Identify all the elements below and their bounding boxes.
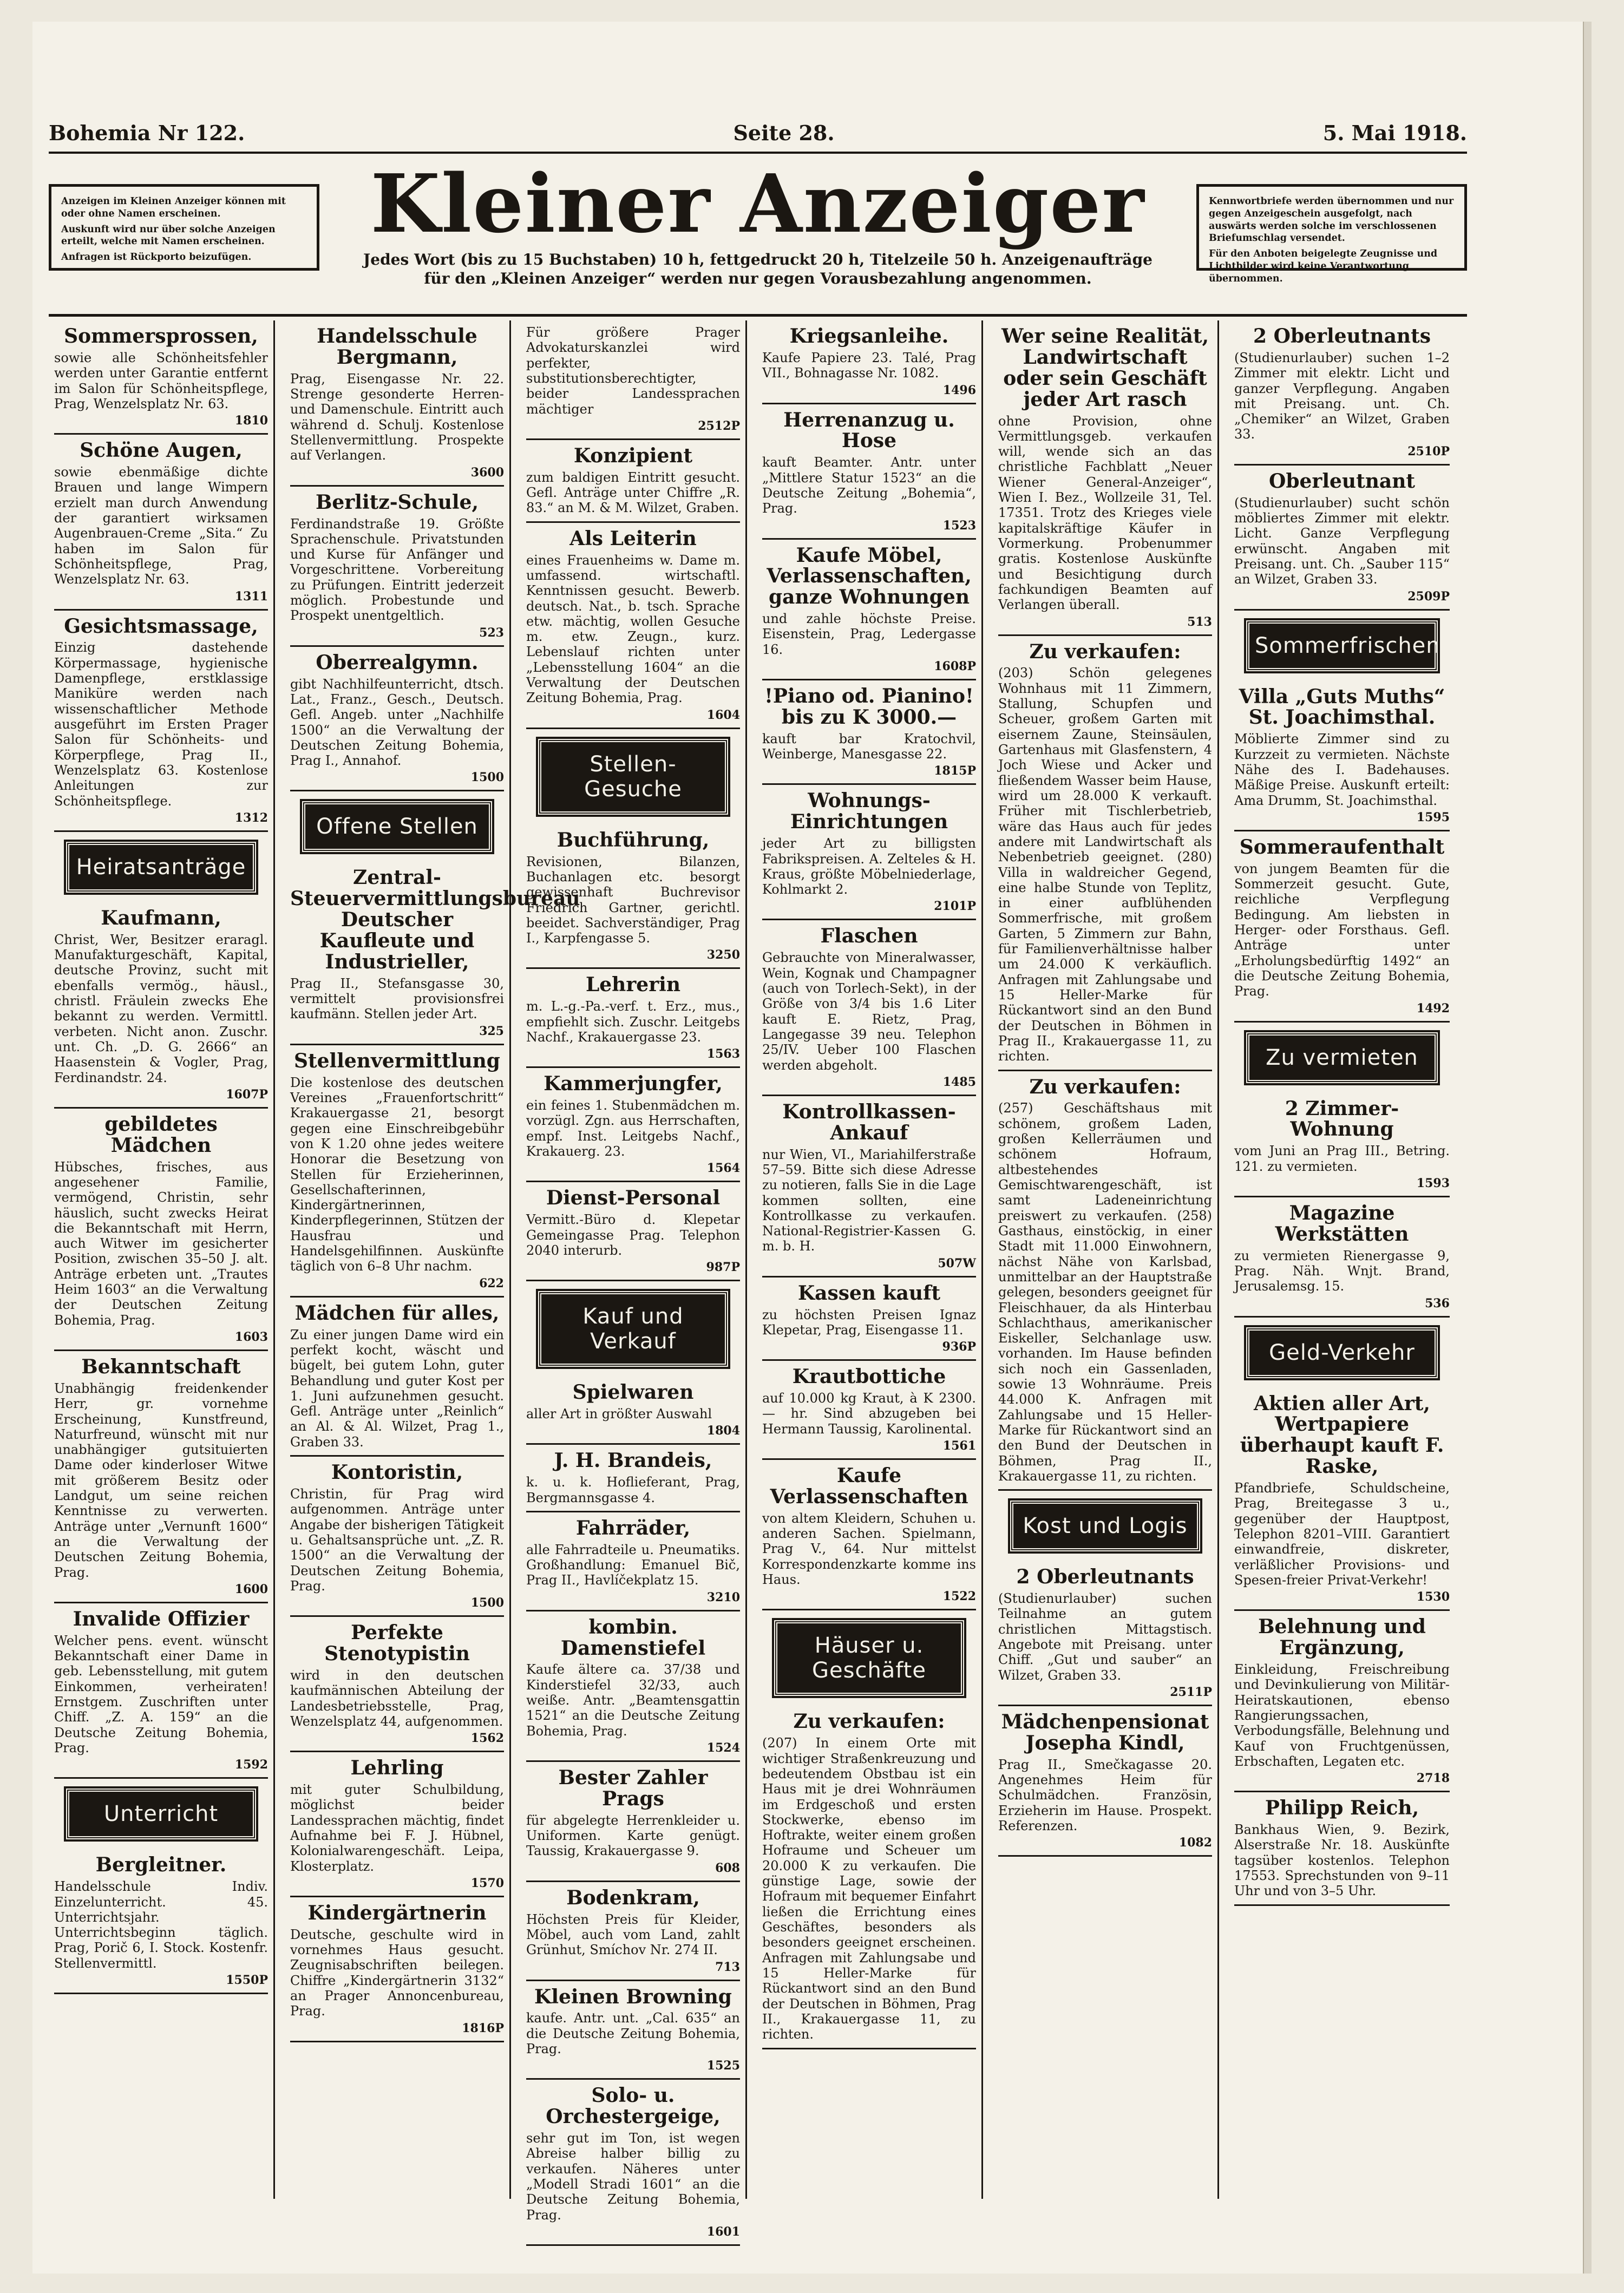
classified-ad	[526, 1981, 740, 2080]
section-banner: Sommerfrischen	[1246, 620, 1438, 671]
ad-body: Kaufe ältere ca. 37/38 und Kinderstiefel 32/33, auch weiße. Antr. „Beamtensgattin 1521“ an die Deutsche Zeitung Bohemia, Prag.	[526, 1662, 740, 1739]
classified-ad	[998, 1561, 1212, 1706]
ad-heading: Krautbottiche	[792, 1365, 946, 1388]
issue-label: Bohemia Nr 122.	[49, 120, 245, 145]
ad-body: Pfandbriefe, Schuldscheine, Prag, Breitegasse 3 u., gegenüber der Hauptpost, Telephon 8201–VIII. Garantiert einwandfreie, diskreter, verläßlicher Provisions- und Spesen-freier Privat-Verkehr!	[1234, 1480, 1450, 1588]
classified-ad	[526, 1445, 740, 1512]
classified-ad	[762, 404, 976, 540]
ad-body: kaufe. Antr. unt. „Cal. 635“ an die Deutsche Zeitung Bohemia, Prag.	[526, 2010, 740, 2056]
classified-ad	[526, 440, 740, 523]
ad-heading: Kaufe Möbel, Verlassenschaften, ganze Wohnungen	[767, 543, 972, 609]
ad-heading: gebildetes Mädchen	[104, 1112, 218, 1157]
ad-code: 622	[479, 1276, 504, 1290]
ad-body: sehr gut im Ton, ist wegen Abreise halber billig zu verkaufen. Näheres unter „Modell Stradi 1601“ an die Deutsche Zeitung Bohemia, Prag.	[526, 2131, 740, 2223]
ad-body: Ferdinandstraße 19. Größte Sprachenschule. Privatstunden und Kurse für Anfänger und Vorgeschrittene. Vorbereitung zu Prüfungen. Eintritt jederzeit möglich. Probestunde und Prospekt unentgeltlich.	[290, 516, 504, 624]
classified-ad	[762, 785, 976, 920]
classified-ad	[1234, 831, 1450, 1023]
classified-ad	[290, 1617, 504, 1752]
ad-body: Vermitt.-Büro d. Klepetar Gemeingasse Prag. Telephon 2040 interurb.	[526, 1212, 740, 1258]
ad-code: 536	[1425, 1296, 1450, 1311]
ad-body: für abgelegte Herrenkleider u. Uniformen. Karte genügt. Taussig, Krakauergasse 9.	[526, 1812, 740, 1859]
ad-heading: Sommeraufenthalt	[1239, 835, 1445, 859]
ad-heading: Lehrerin	[585, 973, 681, 997]
ad-body: (Studienurlauber) suchen 1–2 Zimmer mit elektr. Licht und ganzer Verpflegung. Angaben mit Preisang. unt. Ch. „Chemiker“ an Wilzet, Graben 33.	[1234, 350, 1450, 442]
ad-heading: Konzipient	[573, 444, 693, 467]
ad-code: 2509P	[1407, 589, 1450, 604]
ad-code: 1600	[234, 1582, 268, 1596]
classified-ad	[290, 487, 504, 647]
classified-ad	[290, 1897, 504, 2042]
ad-body: Unabhängig freidenkender Herr, gr. vornehme Erscheinung, Kunstfreund, Naturfreund, wünscht mit nur unabhängiger gutsituierten Dame oder kinderloser Witwe mit größerem Besitz oder Landgut, um seine reichen Kenntnisse zu verwerten. Anträge unter „Vernunft 1600“ an die Verwaltung der Deutschen Zeitung Bohemia, Prag.	[54, 1380, 268, 1580]
ad-body: Einkleidung, Freischreibung und Devinkulierung von Militär-Heiratskautionen, ebenso Rangierungssachen, Verbodungsfälle, Belehnung und Kauf von Fruchtgenüssen, Erbschaften, Legaten etc.	[1234, 1662, 1450, 1769]
section-banner: Kauf und Verkauf	[538, 1291, 728, 1367]
column-4	[757, 320, 983, 2199]
ad-body: aller Art in größter Auswahl	[526, 1406, 712, 1422]
classified-ad	[762, 1277, 976, 1361]
ad-body: Prag II., Smečkagasse 20. Angenehmes Heim für Schulmädchen. Französin, Erzieherin im Hause. Prospekt. Referenzen.	[998, 1757, 1212, 1833]
masthead	[49, 156, 1467, 304]
classified-ad	[1234, 1093, 1450, 1197]
ad-body: Die kostenlose des deutschen Vereines „Frauenfortschritt“ Krakauergasse 21, besorgt gegen eine Einschreibgebühr von K 1.20 ohne jedes weitere Honorar die Besetzung von Stellen für Erzieherinnen, Gesellschafterinnen, Kindergärtnerinnen, Kinderpflegerinnen, Stützen der Hausfrau und Handelsgehilfinnen. Auskünfte täglich von 6–8 Uhr nachm.	[290, 1075, 504, 1274]
ad-code: 2511P	[1170, 1685, 1212, 1699]
ad-body: Christin, für Prag wird aufgenommen. Anträge unter Angabe der bisherigen Tätigkeit u. Gehaltsansprüche unt. „Z. R. 1500“ an die Verwaltung der Deutschen Zeitung Bohemia, Prag.	[290, 1486, 504, 1594]
ad-body: nur Wien, VI., Mariahilferstraße 57–59. Bitte sich diese Adresse zu notieren, falls Sie in die Lage kommen sollten, eine Kontrollkasse zu verkaufen. National-Registrier-Kassen G. m. b. H.	[762, 1147, 976, 1254]
section-banner: Offene Stellen	[302, 801, 492, 852]
page-edge	[1583, 22, 1592, 2274]
ad-heading: Schöne Augen,	[80, 439, 243, 462]
classified-ad	[526, 523, 740, 729]
ad-heading: Aktien aller Art, Wertpapiere überhaupt kauft F. Raske,	[1240, 1392, 1444, 1478]
column-5	[993, 320, 1219, 2199]
classified-ad	[526, 1882, 740, 1981]
ad-heading: Bodenkram,	[566, 1886, 700, 1909]
classified-ad	[290, 1457, 504, 1617]
classified-ad	[762, 1706, 976, 2049]
ad-heading: Wohnungs-Einrichtungen	[790, 789, 948, 834]
classified-ad	[526, 824, 740, 969]
ad-code: 1492	[1416, 1001, 1450, 1016]
ad-code: 507W	[938, 1256, 976, 1270]
ad-heading: Kriegsanleihe.	[789, 325, 949, 348]
ad-code: 1082	[1178, 1836, 1212, 1850]
ad-code: 1523	[942, 518, 976, 533]
ad-heading: Stellenvermittlung	[294, 1049, 500, 1072]
classified-ad	[1234, 466, 1450, 611]
classified-ad	[54, 435, 268, 610]
section-banner: Stellen-Gesuche	[538, 739, 728, 815]
classified-ad	[1234, 681, 1450, 831]
ad-body: vom Juni an Prag III., Betring. 121. zu vermieten.	[1234, 1143, 1450, 1174]
ad-body: zum baldigen Eintritt gesucht. Gefl. Anträge unter Chiffre „R. 83.“ an M. & M. Wilzet, Graben.	[526, 469, 740, 516]
masthead-title: Kleiner Anzeiger	[370, 156, 1145, 251]
ad-body: und zahle höchste Preise. Eisenstein, Prag, Ledergasse 16.	[762, 611, 976, 657]
ad-code: 523	[479, 625, 504, 640]
ad-heading: J. H. Brandeis,	[554, 1449, 712, 1472]
ad-code: 1604	[706, 707, 740, 722]
ad-body: eines Frauenheims w. Dame m. umfassend. wirtschaftl. Kenntnissen gesucht. Bewerb. deutsch. Nat., b. tsch. Sprache etw. mächtig, wollen Gesuche m. etw. Zeugn., kurz. Lebenslauf richten unter „Lebensstellung 1604“ an die Verwaltung der Deutschen Zeitung Bohemia, Prag.	[526, 552, 740, 706]
ad-code: 1563	[706, 1047, 740, 1062]
classified-ad	[54, 1109, 268, 1351]
ad-code: 3600	[470, 465, 504, 480]
classified-ad	[290, 320, 504, 487]
ad-heading: kombin. Damenstiefel	[560, 1615, 706, 1660]
ad-heading: Handelsschule Bergmann,	[317, 325, 477, 369]
ad-body: zu höchsten Preisen Ignaz Klepetar, Prag, Eisengasse 11.	[762, 1307, 976, 1338]
classified-ad	[1234, 320, 1450, 466]
ad-heading: Bekanntschaft	[81, 1355, 241, 1378]
ad-code: 513	[1187, 614, 1212, 629]
classified-ad	[54, 320, 268, 435]
ad-heading: Wer seine Realität, Landwirtschaft oder sein Geschäft jeder Art rasch	[1001, 325, 1209, 411]
ad-code: 1496	[942, 383, 976, 397]
ad-body: (Studienurlauber) suchen Teilnahme an gutem christlichen Mittagstisch. Angebote mit Preisang. unter Chiff. „Gut und sauber“ an Wilzet, Graben 33.	[998, 1591, 1212, 1683]
ad-code: 987P	[706, 1260, 740, 1275]
classified-ad	[54, 902, 268, 1109]
ad-heading: Mädchenpensionat Josepha Kindl,	[1001, 1711, 1209, 1754]
ad-body: Gebrauchte von Mineralwasser, Wein, Kognak und Champagner (auch von Torlech-Sekt), in der Größe von 3/4 bis 1.6 Liter kauft E. Rietz, Prag, Langegasse 39 neu. Telephon 25/IV. Ueber 100 Flaschen werden abgeholt.	[762, 950, 976, 1073]
classified-ad	[1234, 1611, 1450, 1792]
ad-heading: Magazine Werkstätten	[1275, 1201, 1409, 1246]
classified-ad	[1234, 1388, 1450, 1611]
ad-body: alle Fahrradteile u. Pneumatiks. Großhandlung: Emanuel Bič, Prag II., Havlíčekplatz 15.	[526, 1542, 740, 1588]
ad-heading: Kontrollkassen-Ankauf	[782, 1100, 956, 1144]
ad-heading: Zu verkaufen:	[793, 1710, 945, 1733]
ad-heading: Spielwaren	[572, 1381, 694, 1404]
ad-heading: Villa „Guts Muths“ St. Joachimsthal.	[1239, 685, 1445, 729]
classified-ad	[762, 1096, 976, 1277]
classified-ad	[526, 1377, 740, 1445]
ad-heading: Bester Zahler Prags	[558, 1766, 708, 1810]
ad-code: 1522	[942, 1589, 976, 1604]
ad-body: gibt Nachhilfeunterricht, dtsch. Lat., Franz., Gesch., Deutsch. Gefl. Angeb. unter „Nachhilfe 1500“ an die Verwaltung der Deutschen Zeitung Bohemia, Prag I., Annahof.	[290, 676, 504, 769]
ad-body: auf 10.000 kg Kraut, à K 2300.— hr. Sind abzugeben bei Hermann Taussig, Karolinental.	[762, 1391, 976, 1437]
ad-code: 2510P	[1407, 444, 1450, 458]
ad-heading: Solo- u. Orchestergeige,	[546, 2084, 721, 2128]
ad-code: 1608P	[934, 659, 976, 674]
section-banner: Zu vermieten	[1246, 1032, 1438, 1083]
ad-body: Bankhaus Wien, 9. Bezirk, Alserstraße Nr. 18. Auskünfte tagsüber kostenlos. Telephon 17553. Sprechstunden von 9–11 Uhr und von 3–5 Uhr.	[1234, 1822, 1450, 1899]
ad-code: 1500	[470, 770, 504, 785]
newspaper-page	[32, 22, 1592, 2274]
classified-ad	[762, 540, 976, 681]
ad-heading: Fahrräder,	[575, 1516, 691, 1539]
ad-body: (Studienurlauber) sucht schön möbliertes Zimmer mit elektr. Licht. Ganze Verpflegung erwünscht. Angaben mit Preisang. unt. Ch. „Sauber 115“ an Wilzet, Graben 33.	[1234, 495, 1450, 587]
ad-code: 2101P	[934, 899, 976, 914]
ad-code: 1561	[942, 1439, 976, 1453]
ad-heading: Bergleitner.	[95, 1853, 227, 1877]
classified-ad	[290, 1298, 504, 1457]
ad-code: 713	[715, 1960, 740, 1974]
ad-heading: Kaufe Verlassenschaften	[770, 1464, 968, 1508]
ad-body: ohne Provision, ohne Vermittlungsgeb. verkaufen will, wende sich an das christliche Fachblatt „Neuer Wiener General-Anzeiger“, Wien I. Bez., Wollzeile 31, Tel. 17351. Trotz des Krieges viele kapitalskräftige Käufer in Vormerkung. Probenummer gratis. Kostenlose Auskünfte und Besichtigung durch fachkundigen Beamten auf Verlangen überall.	[998, 413, 1212, 613]
ad-heading: Oberrealgymn.	[316, 651, 479, 674]
ad-code: 2512P	[698, 418, 740, 433]
ad-code: 1500	[470, 1596, 504, 1610]
ad-body: Hübsches, frisches, aus angesehener Familie, vermögend, Christin, sehr häuslich, sucht zwecks Heirat die Bekanntschaft mit Herrn, auch Witwer im gesicherter Position, zwischen 35–50 J. alt. Anträge erbeten unt. „Trautes Heim 1603“ an die Verwaltung der Deutschen Zeitung Bohemia, Prag.	[54, 1159, 268, 1328]
ad-code: 1525	[706, 2059, 740, 2073]
ad-code: 1562	[470, 1731, 504, 1746]
ad-heading: Zentral-Steuervermittlungsbureau Deutscher Kaufleute und Industrieller,	[290, 866, 580, 973]
ad-body: Deutsche, geschulte wird in vornehmes Haus gesucht. Zeugnisabschriften beilegen. Chiffre „Kindergärtnerin 3132“ an Prager Annoncenbureau, Prag.	[290, 1927, 504, 2019]
ad-body: von jungem Beamten für die Sommerzeit gesucht. Gute, reichliche Verpflegung Bedingung. Am liebsten in Herger- oder Forsthaus. Gefl. Anträge unter „Erholungsbedürftig 1492“ an die Deutsche Zeitung Bohemia, Prag.	[1234, 861, 1450, 999]
section-banner: Geld-Verkehr	[1246, 1327, 1438, 1378]
classified-ad	[290, 1045, 504, 1298]
classified-ad	[290, 1752, 504, 1897]
ad-body: jeder Art zu billigsten Fabrikspreisen. A. Zelteles & H. Kraus, größte Möbelniederlage, Kohlmarkt 2.	[762, 836, 976, 897]
classified-ad	[290, 647, 504, 792]
ad-code: 1570	[470, 1876, 504, 1890]
classified-ad	[526, 1512, 740, 1611]
ad-body: Möblierte Zimmer sind zu Kurzzeit zu vermieten. Nächste Nähe des I. Badehauses. Mäßige Preise. Auskunft erteilt: Ama Drumm, St. Joachimsthal.	[1234, 731, 1450, 808]
column-2	[285, 320, 580, 2199]
classified-ad	[998, 1071, 1212, 1491]
ad-body: sowie ebenmäßige dichte Brauen und lange Wimpern erzielt man durch Anwendung der garantiert wirksamen Augenbrauen-Creme „Sita.“ Zu haben im Salon für Schönheitspflege, Prag, Wenzelsplatz Nr. 63.	[54, 464, 268, 587]
ad-heading: 2 Zimmer-Wohnung	[1285, 1097, 1399, 1141]
ad-body: Christ, Wer, Besitzer eraragl. Manufakturgeschäft, Kapital, deutsche Provinz, sucht mit ebenfalls vermög., häusl., christl. Fräulein zwecks Ehe bekannt zu werden. Vermittl. verbeten. Nicht anon. Zuschr. unt. Ch. „D. G. 2666“ an Haasenstein & Vogler, Prag, Ferdinandstr. 24.	[54, 932, 268, 1085]
ad-body: sowie alle Schönheitsfehler werden unter Garantie entfernt im Salon für Schönheitspflege, Prag, Wenzelsplatz Nr. 63.	[54, 350, 268, 411]
ad-code: 1550P	[226, 1973, 268, 1988]
ad-code: 1603	[234, 1330, 268, 1344]
ad-heading: !Piano od. Pianino! bis zu K 3000.—	[764, 685, 974, 729]
ad-code: 1312	[234, 810, 268, 825]
ad-heading: Kassen kauft	[797, 1281, 941, 1305]
ad-body: (257) Geschäftshaus mit schönem, großem Laden, großen Kellerräumen und schönem Hofraum, altbestehendes Gemischtwarengeschäft, ist samt Ladeneinrichtung preiswert zu verkaufen. (258) Gasthaus, einstöckig, in einer Stadt mit 11.000 Einwohnern, nächst Nähe von Karlsbad, unmittelbar an der Hauptstraße gelegen, besonders geeignet für Fleischhauer, da als Hinterbau Schlachthaus, amerikanischer Eiskeller, Selchanlage usw. vorhanden. Im Hause befinden sich noch ein Gassenladen, sowie 13 Wohnräume. Preis 44.000 K. Anfragen mit Zahlungsabe und 15 Heller-Marke für Rückantwort sind an den Bund der Deutschen in Böhmen, Prag II., Krakauergasse 11, zu richten.	[998, 1100, 1212, 1484]
ad-heading: Mädchen für alles,	[294, 1301, 500, 1325]
section-banner: Unterricht	[66, 1788, 256, 1839]
ad-heading: Kammerjungfer,	[543, 1072, 723, 1096]
ad-code: 1601	[706, 2224, 740, 2239]
ad-body: Welcher pens. event. wünscht Bekanntschaft einer Dame in geb. Lebensstellung, mit gutem Einkommen, verheiraten! Ernstgem. Zuschriften unter Chiff. „Z. A. 159“ an die Deutsche Zeitung Bohemia, Prag.	[54, 1633, 268, 1755]
classified-ad	[526, 1762, 740, 1882]
classified-ad	[762, 920, 976, 1096]
ad-code: 936P	[942, 1340, 976, 1354]
ad-heading: Flaschen	[820, 925, 918, 948]
page-header	[49, 114, 1467, 154]
ad-body: Für größere Prager Advokaturskanzlei wird perfekter, substitutionsberechtigter, beider Landessprachen mächtiger	[526, 325, 740, 417]
ad-heading: Philipp Reich,	[1265, 1797, 1419, 1820]
classified-ad	[762, 680, 976, 785]
ad-code: 1804	[706, 1424, 740, 1438]
classified-ad	[54, 1849, 268, 1994]
classified-ad	[54, 1351, 268, 1603]
ad-body: ein feines 1. Stubenmädchen m. vorzügl. Zgn. aus Herrschaften, empf. Inst. Leitgebs Nachf., Krakauerg. 23.	[526, 1098, 740, 1159]
column-1	[49, 320, 275, 2199]
ad-body: (207) In einem Orte mit wichtiger Straßenkreuzung und bedeutendem Obstbau ist ein Haus mit je drei Wohnräumen im Erdgeschoß und ersten Stockwerke, ebenso im Hoftrakte, weiter einem großen Hofraume und Scheuer um 20.000 K zu verkaufen. Die günstige Lage, sowie der Hofraum mit bequemer Einfahrt ließen die Errichtung eines Geschäftes, besonders als besonders geeignet erscheinen. Anfragen mit Zahlungsabe und 15 Heller-Marke für Rückantwort sind an den Bund der Deutschen in Böhmen, Prag II., Krakauergasse 11, zu richten.	[762, 1735, 976, 2042]
ad-heading: 2 Oberleutnants	[1253, 325, 1431, 348]
ad-heading: Belehnung und Ergänzung,	[1258, 1615, 1426, 1660]
ad-body: von altem Kleidern, Schuhen u. anderen Sachen. Spielmann, Prag V., 64. Nur mittelst Korrespondenzkarte komme ins Haus.	[762, 1510, 976, 1588]
classified-ad	[1234, 1792, 1450, 1905]
ad-body: zu vermieten Rienergasse 9, Prag. Näh. Wnjt. Brand, Jerusalemsg. 15.	[1234, 1248, 1450, 1294]
ad-body: Einzig dastehende Körpermassage, hygienische Damenpflege, erstklassige Maniküre werden nach wissenschaftlicher Methode ausgeführt im Ersten Prager Salon für Schönheits- und Körperpflege, Prag II., Wenzelsplatz 63. Kostenlose Anleitungen zur Schönheitspflege.	[54, 640, 268, 809]
ad-body: Prag II., Stefansgasse 30, vermittelt provisionsfrei kaufmänn. Stellen jeder Art.	[290, 975, 504, 1022]
ad-heading: Lehrling	[350, 1757, 444, 1780]
ad-code: 1592	[234, 1758, 268, 1772]
ad-body: Revisionen, Bilanzen, Buchanlagen etc. besorgt gewissenhaft Buchrevisor Friedrich Gartner, gerichtl. beeidet. Sachverständiger, Prag I., Karpfengasse 5.	[526, 854, 740, 946]
classified-ad	[526, 1068, 740, 1182]
ad-heading: Kontoristin,	[331, 1461, 463, 1484]
ad-heading: Dienst-Personal	[546, 1187, 721, 1210]
ad-body: Höchsten Preis für Kleider, Möbel, auch vom Land, zahlt Grünhut, Smíchov Nr. 274 II.	[526, 1911, 740, 1958]
ad-code: 3250	[706, 948, 740, 962]
ad-code: 1595	[1416, 810, 1450, 824]
ad-heading: Invalide Offizier	[73, 1607, 250, 1630]
classified-ad	[526, 2080, 740, 2246]
ad-heading: Perfekte Stenotypistin	[324, 1621, 470, 1665]
classified-ad	[526, 969, 740, 1068]
ad-code: 2718	[1416, 1771, 1450, 1786]
ad-code: 1607P	[226, 1087, 268, 1102]
masthead-subtitle: Jedes Wort (bis zu 15 Buchstaben) 10 h, fettgedruckt 20 h, Titelzeile 50 h. Anzeigenaufträge für den „Kleinen Anzeiger“ werden nur gegen Vorausbezahlung angenommen.	[363, 251, 1152, 287]
classified-ad	[762, 320, 976, 404]
classified-ad	[526, 1182, 740, 1281]
ad-body: wird in den deutschen kaufmännischen Abteilung der Landesbetriebsstelle, Prag, Wenzelsplatz 44, aufgenommen.	[290, 1667, 504, 1729]
ad-body: k. u. k. Hoflieferant, Prag, Bergmannsgasse 4.	[526, 1475, 740, 1505]
classified-ad	[290, 862, 580, 1045]
ad-code: 1564	[706, 1161, 740, 1176]
ad-heading: Kleinen Browning	[534, 1985, 732, 2008]
classified-ad	[526, 1611, 740, 1762]
ad-heading: Oberleutnant	[1268, 469, 1416, 493]
ad-code: 1810	[234, 414, 268, 428]
classified-ad	[54, 611, 268, 832]
classified-ad	[998, 636, 1212, 1071]
ad-body: Zu einer jungen Dame wird ein perfekt kocht, wäscht und bügelt, bei gutem Lohn, guter Behandlung und guter Kost per 1. Juni aufzunehmen gesucht. Gefl. Anträge unter „Reinlich“ an Al. & Al. Wilzet, Prag 1., Graben 33.	[290, 1327, 504, 1450]
ad-code: 1311	[234, 589, 268, 604]
ad-body: Prag, Eisengasse Nr. 22. Strenge gesonderte Herren- und Damenschule. Eintritt auch während d. Schulj. Kostenlose Stellenvermittlung. Prospekte auf Verlangen.	[290, 371, 504, 463]
ad-code: 1816P	[462, 2021, 504, 2035]
ad-heading: Zu verkaufen:	[1029, 1075, 1181, 1098]
masthead-divider	[49, 314, 1467, 317]
ad-heading: Buchführung,	[556, 828, 710, 851]
ad-heading: Gesichtsmassage,	[64, 614, 258, 638]
ad-code: 1485	[942, 1075, 976, 1089]
issue-date: 5. Mai 1918.	[1322, 120, 1467, 145]
classified-ad	[526, 320, 740, 440]
ad-heading: Sommersprossen,	[64, 325, 258, 348]
ad-body: Handelsschule Indiv. Einzelunterricht. 45. Unterrichtsjahr. Unterrichtsbeginn täglich. Prag, Porič 6, I. Stock. Kostenfr. Stellenvermittl.	[54, 1879, 268, 1971]
ad-code: 3210	[706, 1590, 740, 1604]
ad-body: (203) Schön gelegenes Wohnhaus mit 11 Zimmern, Stallung, Schupfen und Scheuer, großem Garten mit eisernem Zaune, Steinsäulen, Gartenhaus mit Glasfenstern, 4 Joch Wiese und Acker und fließendem Wasser beim Hause, wird um 28.000 K verkauft. Früher mit Tischlerbetrieb, wäre das Haus auch für jedes andere mit Landwirtschaft als Nebenbetrieb geeignet. (280) Villa in waldreicher Gegend, eine halbe Stunde von Teplitz, in einer aufblühenden Sommerfrische, mit großem Garten, 5 Zimmern zur Bahn, für Familienverhältnisse halber um 24.000 K verkäuflich. Anfragen mit Zahlungsabe und 15 Heller-Marke für Rückantwort sind an den Bund der Deutschen in Böhmen in Prag II., Krakauergasse 11, zu richten.	[998, 665, 1212, 1064]
ad-code: 1815P	[934, 764, 976, 778]
ad-heading: Zu verkaufen:	[1029, 640, 1181, 663]
section-banner: Häuser u. Geschäfte	[774, 1620, 964, 1696]
ad-body: mit guter Schulbildung, möglichst beider Landessprachen mächtig, findet Aufnahme bei F. J. Hübnel, Kolonialwarengeschäft. Leipa, Klosterplatz.	[290, 1782, 504, 1874]
ad-heading: Als Leiterin	[569, 527, 697, 550]
ad-heading: Kaufmann,	[101, 906, 221, 929]
ad-body: kauft Beamter. Antr. unter „Mittlere Statur 1523“ an die Deutsche Zeitung „Bohemia“, Prag.	[762, 455, 976, 516]
classified-ad	[54, 1603, 268, 1779]
classified-ad	[1234, 1197, 1450, 1318]
ad-code: 325	[479, 1024, 504, 1038]
classified-ad	[762, 1361, 976, 1460]
ad-body: kauft bar Kratochvil, Weinberge, Manesgasse 22.	[762, 731, 976, 762]
ad-heading: Herrenanzug u. Hose	[783, 408, 955, 453]
classified-ad	[998, 320, 1212, 636]
ad-code: 1524	[706, 1741, 740, 1755]
ad-heading: Berlitz-Schule,	[315, 490, 479, 514]
section-banner: Heiratsanträge	[66, 842, 256, 893]
ad-columns	[49, 320, 1467, 2239]
ad-code: 1593	[1416, 1176, 1450, 1190]
masthead-left-notice: Anzeigen im Kleinen Anzeiger können mit oder ohne Namen erscheinen. Auskunft wird nur über solche Anzeigen erteilt, welche mit Namen erscheinen. Anfragen ist Rückporto beizufügen.	[49, 184, 319, 271]
ad-code: 608	[715, 1860, 740, 1875]
classified-ad	[762, 1460, 976, 1610]
ad-body: m. L.-g.-Pa.-verf. t. Erz., mus., empfiehlt sich. Zuschr. Leitgebs Nachf., Krakauergasse 23.	[526, 999, 740, 1045]
column-3	[521, 320, 747, 2239]
masthead-right-notice: Kennwortbriefe werden übernommen und nur gegen Anzeigeschein ausgefolgt, nach auswärts werden solche im verschlossenen Briefumschlag versendet. Für den Anboten beigelegte Zeugnisse und Lichtbilder wird keine Verantwortung übernommen.	[1196, 184, 1467, 271]
ad-heading: Kindergärtnerin	[307, 1901, 487, 1924]
ad-code: 1530	[1416, 1590, 1450, 1604]
classified-ad	[998, 1706, 1212, 1857]
ad-body: Kaufe Papiere 23. Talé, Prag VII., Bohnagasse Nr. 1082.	[762, 350, 976, 381]
ad-heading: 2 Oberleutnants	[1016, 1565, 1194, 1589]
column-6	[1229, 320, 1455, 2199]
page-number: Seite 28.	[733, 120, 835, 145]
section-banner: Kost und Logis	[1010, 1501, 1200, 1551]
